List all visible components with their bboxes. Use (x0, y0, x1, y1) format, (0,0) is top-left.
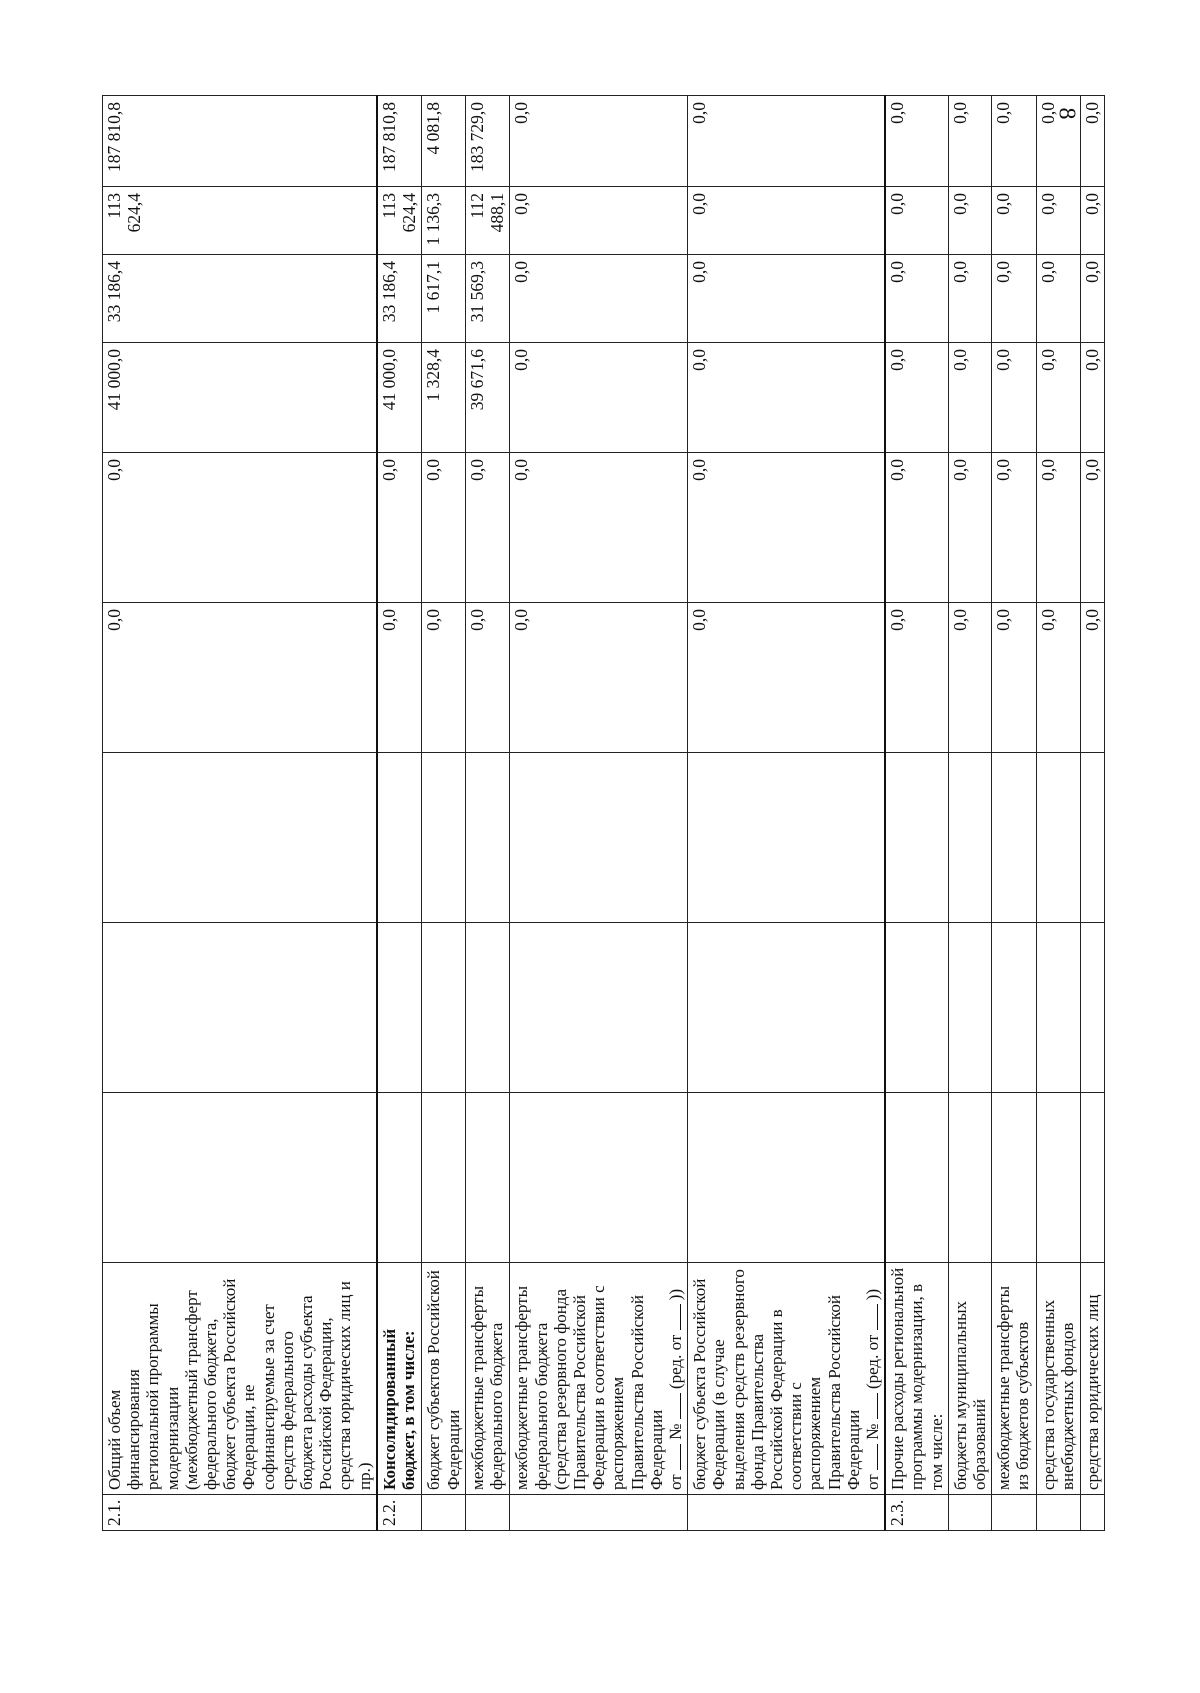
row-label (1037, 1263, 1080, 1495)
table-row (465, 96, 510, 1531)
value-cell (885, 753, 948, 923)
row-label (510, 1263, 688, 1495)
value-cell (377, 923, 422, 1093)
value-cell: 0,0 (103, 603, 377, 753)
value-cell: 0,0 (510, 453, 688, 603)
value-cell (510, 753, 688, 923)
value-cell: 112 488,1 (465, 187, 510, 255)
value-cell: 0,0 (948, 96, 991, 187)
value-cell: 0,0 (992, 343, 1037, 453)
fill-in-blank (876, 1304, 878, 1330)
value-cell: 0,0 (688, 96, 886, 187)
value-cell: 0,0 (1037, 255, 1080, 343)
value-cell: 0,0 (422, 453, 465, 603)
row-label-text: средства государственных внебюджетных фондов (1039, 1299, 1078, 1490)
value-cell: 0,0 (688, 255, 886, 343)
table-row (1080, 96, 1105, 1531)
value-cell (948, 923, 991, 1093)
row-label (688, 1263, 886, 1495)
value-cell: 0,0 (992, 453, 1037, 603)
value-cell (1080, 923, 1105, 1093)
row-label-text: средства юридических лиц (1082, 1294, 1102, 1490)
value-cell: 0,0 (377, 603, 422, 753)
table-body (103, 96, 1105, 1531)
value-cell (688, 1093, 886, 1263)
row-label (465, 1263, 510, 1495)
value-cell: 0,0 (103, 453, 377, 603)
value-cell (103, 923, 377, 1093)
value-cell: 1 328,4 (422, 343, 465, 453)
row-code (948, 1495, 991, 1531)
row-label-tail: (ред. от (862, 1334, 882, 1390)
value-cell: 41 000,0 (377, 343, 422, 453)
value-cell: 0,0 (992, 187, 1037, 255)
row-label-text: бюджет субъектов Российской Федерации (424, 1270, 463, 1490)
table-row (510, 96, 688, 1531)
value-cell (688, 923, 886, 1093)
row-code: 2.1. (103, 1495, 377, 1531)
value-cell (885, 1093, 948, 1263)
row-label (377, 1263, 422, 1495)
row-code: 2.3. (885, 1495, 948, 1531)
table-row (885, 96, 948, 1531)
value-cell: 0,0 (992, 96, 1037, 187)
row-label (422, 1263, 465, 1495)
value-cell: 0,0 (465, 453, 510, 603)
value-cell: 0,0 (510, 255, 688, 343)
fill-in-blank (679, 1444, 681, 1470)
value-cell: 0,0 (1080, 453, 1105, 603)
value-cell (510, 1093, 688, 1263)
row-code (465, 1495, 510, 1531)
value-cell (1080, 753, 1105, 923)
value-cell: 0,0 (688, 343, 886, 453)
value-cell: 0,0 (688, 187, 886, 255)
value-cell: 0,0 (885, 453, 948, 603)
value-cell: 0,0 (1080, 96, 1105, 187)
value-cell: 1 136,3 (422, 187, 465, 255)
value-cell: 33 186,4 (377, 255, 422, 343)
row-code: 2.2. (377, 1495, 422, 1531)
value-cell (377, 1093, 422, 1263)
value-cell (1037, 923, 1080, 1093)
row-label-text: бюджет субъекта Российской Федерации (в случае выделения средств резервного фонда Правительства Российской Федерации в соответствии с распоряжением Правительства Российской Федерации (690, 1269, 863, 1490)
value-cell: 0,0 (510, 343, 688, 453)
row-label-tail: от (862, 1474, 882, 1490)
value-cell (103, 753, 377, 923)
value-cell: 1 617,1 (422, 255, 465, 343)
value-cell: 0,0 (948, 255, 991, 343)
row-label-tail: от (665, 1474, 685, 1490)
row-label-text: межбюджетные трансферты из бюджетов субъектов (994, 1286, 1033, 1490)
value-cell: 0,0 (948, 343, 991, 453)
row-code (992, 1495, 1037, 1531)
value-cell: 0,0 (1037, 96, 1080, 187)
value-cell: 0,0 (992, 255, 1037, 343)
value-cell (688, 753, 886, 923)
row-code (510, 1495, 688, 1531)
value-cell (885, 923, 948, 1093)
value-cell: 0,0 (1080, 255, 1105, 343)
value-cell: 0,0 (885, 603, 948, 753)
fill-in-blank (876, 1444, 878, 1470)
value-cell: 0,0 (948, 453, 991, 603)
table-row (422, 96, 465, 1531)
row-label (885, 1263, 948, 1495)
row-code (1080, 1495, 1105, 1531)
value-cell (948, 1093, 991, 1263)
value-cell: 187 810,8 (377, 96, 422, 187)
value-cell: 0,0 (885, 96, 948, 187)
row-label (1080, 1263, 1105, 1495)
table-row (377, 96, 422, 1531)
row-code (1037, 1495, 1080, 1531)
row-label (103, 1263, 377, 1495)
value-cell: 0,0 (510, 603, 688, 753)
value-cell (1080, 1093, 1105, 1263)
value-cell: 0,0 (510, 96, 688, 187)
value-cell: 0,0 (1037, 453, 1080, 603)
row-label-text: бюджеты муниципальных образований (950, 1300, 989, 1490)
value-cell: 31 569,3 (465, 255, 510, 343)
value-cell (465, 1093, 510, 1263)
value-cell: 4 081,8 (422, 96, 465, 187)
row-label-text: межбюджетные трансферты федерального бюджета (467, 1286, 506, 1490)
financing-table (102, 95, 1105, 1531)
value-cell (510, 923, 688, 1093)
value-cell: 113 624,4 (377, 187, 422, 255)
value-cell: 33 186,4 (103, 255, 377, 343)
table-row (992, 96, 1037, 1531)
value-cell (992, 923, 1037, 1093)
value-cell (422, 923, 465, 1093)
row-label-tail: )) (862, 1288, 882, 1301)
row-code (688, 1495, 886, 1531)
row-code (422, 1495, 465, 1531)
fill-in-blank (679, 1304, 681, 1330)
value-cell: 0,0 (992, 603, 1037, 753)
row-label-text: межбюджетные трансферты федерального бюджета (средства резервного фонда Правительства Российской Федерации в соответствии с распоряжением Правительства Российской Федерации (512, 1285, 666, 1490)
value-cell: 0,0 (1080, 343, 1105, 453)
value-cell: 0,0 (885, 255, 948, 343)
table-row (688, 96, 886, 1531)
row-label-text: Консолидированный бюджет, в том числе: (379, 1328, 419, 1490)
value-cell: 0,0 (688, 603, 886, 753)
row-label-tail: )) (665, 1288, 685, 1301)
value-cell (422, 1093, 465, 1263)
page-number: 8 (1053, 107, 1080, 120)
value-cell (465, 753, 510, 923)
value-cell: 0,0 (688, 453, 886, 603)
value-cell: 0,0 (885, 187, 948, 255)
value-cell (948, 753, 991, 923)
value-cell: 0,0 (422, 603, 465, 753)
value-cell: 0,0 (948, 187, 991, 255)
value-cell (465, 923, 510, 1093)
value-cell: 0,0 (885, 343, 948, 453)
value-cell: 187 810,8 (103, 96, 377, 187)
value-cell: 113 624,4 (103, 187, 377, 255)
row-label-tail: № (862, 1423, 882, 1440)
table-row (1037, 96, 1080, 1531)
value-cell: 41 000,0 (103, 343, 377, 453)
rotated-table-container (102, 96, 1102, 1531)
row-label-text: Прочие расходы региональной программы модернизации, в том числе: (888, 1267, 946, 1490)
row-label-text: Общий объем финансирования региональной программы модернизации (межбюджетный трансферт федерального бюджета, бюджет субъекта Российской Федерации, не софинансируемые за счет средств федерального бюджета расходы субъекта Российской Федерации, средства юридических лиц и пр.) (105, 1278, 374, 1490)
value-cell: 0,0 (1080, 603, 1105, 753)
value-cell: 0,0 (1037, 603, 1080, 753)
value-cell: 0,0 (1080, 187, 1105, 255)
value-cell: 183 729,0 (465, 96, 510, 187)
value-cell (992, 1093, 1037, 1263)
row-label (948, 1263, 991, 1495)
fill-in-blank (876, 1393, 878, 1419)
row-label-tail: (ред. от (665, 1334, 685, 1390)
value-cell (1037, 753, 1080, 923)
fill-in-blank (679, 1393, 681, 1419)
value-cell: 0,0 (377, 453, 422, 603)
value-cell: 0,0 (510, 187, 688, 255)
value-cell: 0,0 (1037, 343, 1080, 453)
table-row (103, 96, 377, 1531)
row-label-tail: № (665, 1423, 685, 1440)
value-cell (1037, 1093, 1080, 1263)
value-cell: 39 671,6 (465, 343, 510, 453)
value-cell: 0,0 (465, 603, 510, 753)
table-row (948, 96, 991, 1531)
value-cell (103, 1093, 377, 1263)
value-cell (992, 753, 1037, 923)
row-label (992, 1263, 1037, 1495)
value-cell: 0,0 (948, 603, 991, 753)
value-cell (377, 753, 422, 923)
value-cell (422, 753, 465, 923)
value-cell: 0,0 (1037, 187, 1080, 255)
